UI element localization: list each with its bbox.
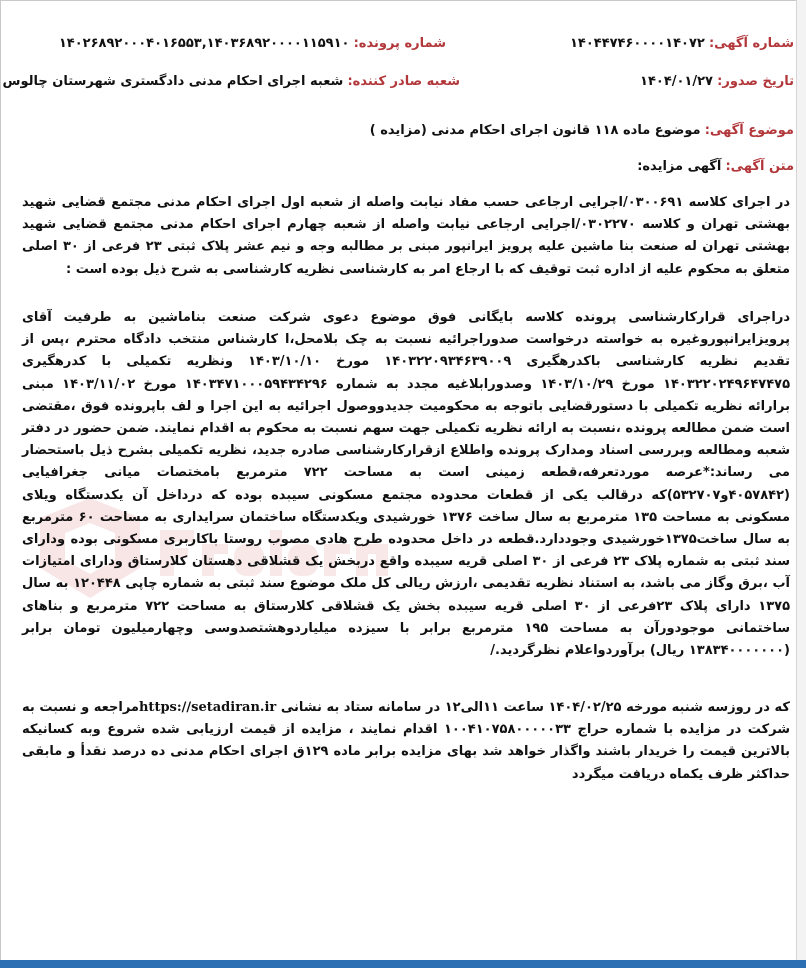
scrollbar-track[interactable] bbox=[796, 0, 806, 960]
text-label-row bbox=[637, 157, 794, 177]
issuer-value: شعبه اجرای احکام مدنی دادگستری شهرستان چالوس bbox=[2, 74, 344, 89]
auction-terms-text: مراجعه و نسبت به شرکت در مزایده با شماره حراج ۱۰۰۴۱۰۷۵۸۰۰۰۰۰۳۳ اقدام نمایند ، مزایده از قیمت ارزیابی شده شروع وبه کسانیکه بالاترین قیمت را خریدار باشند واگذار خواهد شد بهای مزایده برابر ماده ۱۲۹ق اجرای احکام مدنی ده درصد نقدأ و مابقی حداکثر ظرف یکماه دریافت میگردد bbox=[22, 700, 791, 782]
text-label: متن آگهی: bbox=[725, 159, 794, 174]
paragraph-auction-terms bbox=[22, 697, 790, 786]
case-number-label: شماره پرونده: bbox=[353, 36, 446, 51]
subject-row bbox=[370, 121, 794, 141]
case-number-value: ۱۴۰۲۶۸۹۲۰۰۰۴۰۱۶۵۵۳,۱۴۰۳۶۸۹۲۰۰۰۰۱۱۵۹۱۰ bbox=[58, 36, 350, 51]
text-title: آگهی مزایده: bbox=[637, 159, 722, 174]
issue-date-row bbox=[640, 72, 794, 92]
issue-date-label: تاریخ صدور: bbox=[717, 74, 794, 89]
issuer-label: شعبه صادر کننده: bbox=[347, 74, 460, 89]
ad-number-row bbox=[570, 34, 794, 54]
window-bottom-bar bbox=[0, 960, 806, 968]
subject-value: موضوع ماده ۱۱۸ قانون اجرای احکام مدنی (مزایده ) bbox=[369, 123, 701, 138]
paragraph-expert-report: دراجرای قرارکارشناسی پرونده کلاسه بایگانی فوق موضوع دعوی شرکت صنعت بناماشین به طرفیت آقای پرویزایرانپوروغیره به خواسته درخواست صدوراجرائیه نسبت به چک بلامحل،ا کارشناس منتخب دادگاه محترم ،پس از تقدیم نظریه کارشناسی باکدرهگیری ۱۴۰۳۲۲۰۹۳۴۶۳۹۰۰۹ مورخ ۱۴۰۳/۱۰/۱۰ ونظریه تکمیلی با کدرهگیری ۱۴۰۳۲۲۰۲۴۹۶۴۷۴۷۵ مورخ ۱۴۰۳/۱۰/۲۹ وصدورابلاغیه مجدد به شماره ۱۴۰۳۴۷۱۰۰۰۵۹۴۳۴۲۹۶ مورخ ۱۴۰۳/۱۱/۰۲ مبنی برارائه نظریه تکمیلی با دستورقضایی باتوجه به محکومیت جدیدووصول اجرائیه به این اجرا و لف باپرونده فوق ،مقتضی است ضمن مطالعه پرونده ،نسبت به ارائه نظریه تکمیلی جهت سهم نسبت به محکوم به اقدام نمایند. ضمن حضور در دفتر شعبه ومطالعه وبررسی اسناد ومدارک پرونده واطلاع ازقرارکارشناسی صادره جدید، نظریه تکمیلی بشرح ذیل باستحضار می رساند:*عرصه موردتعرفه،قطعه زمینی است به مساحت ۷۲۲ مترمربع بامختصات میانی جغرافیایی (۴۰۵۷۸۴۲و۵۳۲۷۰۷)که درقالب یکی از قطعات محدوده مجتمع مسکونی سیبده بوده که درداخل آن یکدستگاه ویلای مسکونی به مساحت ۱۳۵ مترمربع به سال ساخت ۱۳۷۶ خورشیدی ویکدستگاه ساختمان سرایداری به مساحت ۶۰ مترمربع به سال ساخت۱۳۷۵خورشیدی وجوددارد.قطعه در داخل محدوده طرح هادی مصوب روستا باکاربری مسکونی بوده ودارای سند ثبتی به شماره پلاک ۲۳ فرعی از ۳۰ اصلی قریه سیبده واقع دربخش یک قشلاقی دهستان کلارستاق ودارای امتیازات آب ،برق وگاز می باشد، به استناد نظریه تقدیمی ،ارزش ریالی کل ملک موضوع سند ثبتی به شماره چاپی ۱۲۰۴۴۸ به سال ۱۳۷۵ دارای پلاک ۲۳فرعی از ۳۰ اصلی قریه سیبده بخش یک قشلاقی کلارستاق به مساحت ۷۲۲ مترمربع و بناهای ساختمانی موجودورآن به مساحت ۱۹۵ مترمربع برابر با سیزده میلیاردوهشتصدوسی وچهارمیلیون تومان برابر (۱۳۸۳۴۰۰۰۰۰۰۰ ریال) برآوردواعلام نظرگردید./ bbox=[22, 310, 791, 659]
auction-date-text: که در روزسه شنبه مورخه ۱۴۰۴/۰۲/۲۵ ساعت ۱۱الی۱۲ در سامانه ستاد به نشانی bbox=[280, 700, 790, 715]
ad-number-label: شماره آگهی: bbox=[708, 36, 794, 51]
issuer-row bbox=[3, 72, 460, 92]
setad-link[interactable]: https://setadiran.ir bbox=[138, 700, 277, 715]
case-number-row bbox=[59, 34, 446, 54]
ad-number-value: ۱۴۰۴۴۷۴۶۰۰۰۰۱۴۰۷۲ bbox=[569, 36, 705, 51]
subject-label: موضوع آگهی: bbox=[704, 123, 794, 138]
issue-date-value: ۱۴۰۴/۰۱/۲۷ bbox=[640, 74, 713, 89]
paragraph-intro: در اجرای کلاسه ۰۳۰۰۶۹۱/اجرایی ارجاعی حسب مفاد نیابت واصله از شعبه اول اجرای احکام مدنی مجتمع قضایی شهید بهشتی تهران و کلاسه ۰۳۰۲۲۷۰/اجرایی ارجاعی نیابت واصله از شعبه چهارم اجرای احکام مدنی مجتمع قضایی شهید بهشتی تهران له صنعت بنا ماشین علیه پرویز ایرانپور مبنی بر مطالبه وجه و نیم عشر پلاک ثبتی ۲۳ فرعی از ۳۰ اصلی متعلق به محکوم علیه از اداره ثبت توقیف که با ارجاع امر به کارشناسی نظریه کارشناسی به شرح ذیل بوده است : bbox=[22, 195, 790, 277]
